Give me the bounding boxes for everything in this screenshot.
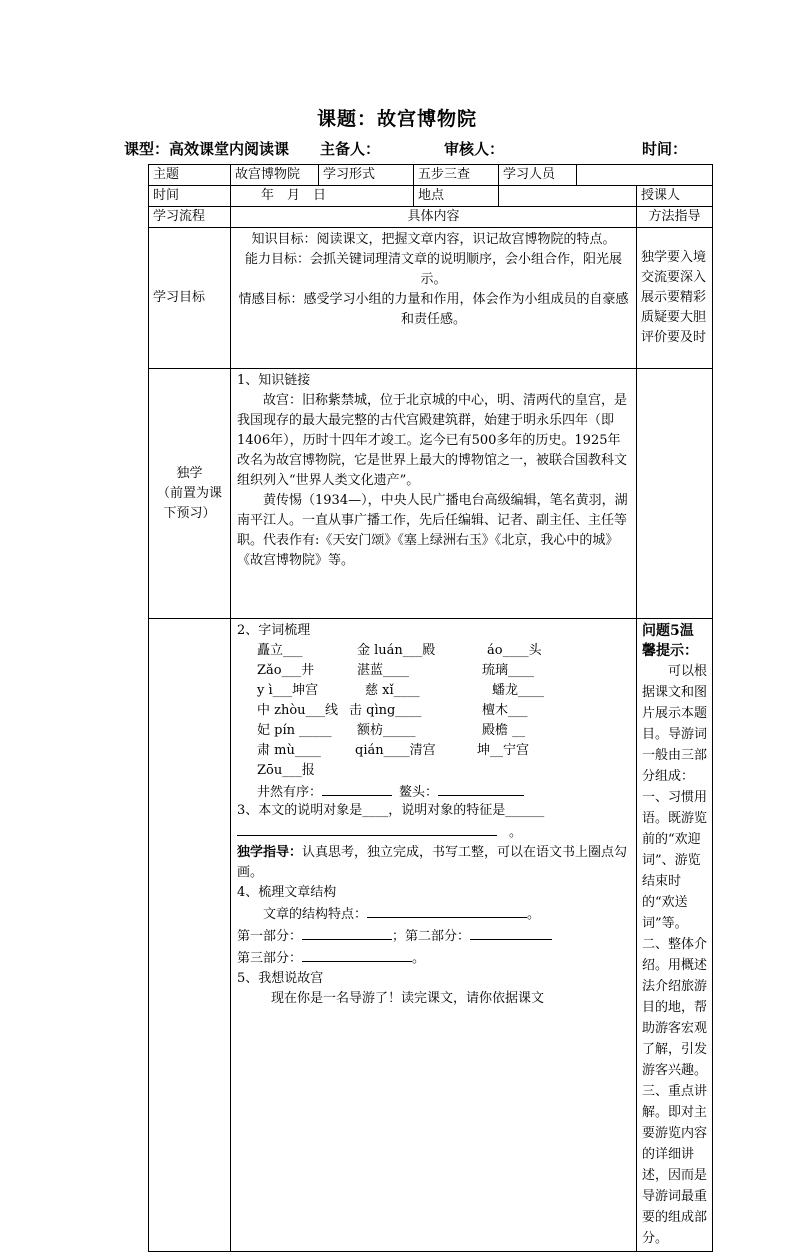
column-header-row (149, 207, 713, 228)
word-item: 殿檐 __ (482, 723, 526, 738)
method-item: 独学要入境 (641, 250, 707, 265)
word-row (237, 701, 630, 721)
words-title: 2、字词梳理 (237, 623, 311, 638)
tip-text: 可以根据课文和图片展示本题目。导游词一般由三部分组成：一、习惯用语。既游览前的“欢迎词”、游览结束时的“欢送词”等。二、整体介绍。用概述法介绍旅游目的地，帮助游客宏观了解，引发游客兴趣。三、重点讲解。即对主要游览内容的详细讲述，因而是导游词最重要的组成部分。 (642, 664, 708, 1246)
tip-cell (637, 619, 713, 1252)
practice-label (149, 619, 231, 1252)
word-item: 琉璃____ (482, 663, 535, 678)
part3-label: 第三部分： (237, 951, 303, 966)
time-label: 时间： (642, 140, 688, 158)
study-guide (237, 843, 630, 883)
self-study-row (149, 369, 713, 619)
answer-blank[interactable] (367, 903, 527, 918)
answer-blank[interactable] (470, 925, 552, 940)
goals-label: 学习目标 (149, 228, 231, 369)
parts-line (237, 925, 630, 947)
method-item: 交流要深入 (641, 270, 707, 285)
part1-label: 第一部分： (237, 929, 303, 944)
place-value (499, 186, 637, 207)
idiom-label: 鳌头： (399, 785, 439, 800)
guide-label: 独学指导： (237, 845, 303, 860)
info-row-2 (149, 186, 713, 207)
goals-row (149, 228, 713, 369)
goals-content (231, 228, 637, 369)
word-row (237, 721, 630, 741)
answer-blank[interactable] (302, 947, 412, 962)
process-header: 学习流程 (149, 207, 231, 228)
word-item: 额枋_____ (357, 723, 416, 738)
learners-label: 学习人员 (499, 165, 577, 186)
period: 。 (509, 825, 523, 840)
idiom-label: 井然有序： (257, 785, 323, 800)
word-item: 妃 pín _____ (257, 723, 332, 738)
answer-blank[interactable] (302, 925, 392, 940)
part2-label: ；第二部分： (392, 929, 471, 944)
word-item: 中 zhòu___线 (257, 703, 339, 718)
word-row (237, 761, 630, 781)
word-row (237, 781, 630, 801)
method-item: 展示要精彩 (641, 290, 707, 305)
place-label: 地点 (414, 186, 499, 207)
method-header: 方法指导 (637, 207, 713, 228)
question-3: 3、本文的说明对象是____，说明对象的特征是______ (237, 803, 545, 818)
word-item: 坤__宁宫 (477, 743, 530, 758)
word-item: 金 luán___殿 (357, 643, 436, 658)
self-study-title: 独学 (176, 465, 203, 481)
word-item: Zōu___报 (257, 763, 315, 778)
reviewer-label: 审核人： (444, 140, 505, 158)
question-4: 4、梳理文章结构 (237, 885, 337, 900)
form-value: 五步三查 (414, 165, 499, 186)
word-row (237, 741, 630, 761)
word-item: 蟠龙____ (492, 683, 545, 698)
learners-value (577, 165, 713, 186)
practice-row (149, 619, 713, 1252)
knowledge-link (231, 369, 637, 619)
emotion-goal: 情感目标：感受学习小组的力量和作用，体会作为小组成员的自豪感和责任感。 (238, 292, 629, 327)
lesson-table (148, 164, 713, 1252)
question-3-end (237, 821, 630, 843)
word-item: 矗立___ (257, 643, 303, 658)
form-label: 学习形式 (319, 165, 414, 186)
word-item: áo____头 (487, 643, 542, 658)
guide-text: 认真思考，独立完成，书写工整，可以在语文书上圈点勾画。 (237, 845, 628, 880)
ability-goal: 能力目标：会抓关键词理清文章的说明顺序，会小组合作，阳光展示。 (244, 252, 622, 287)
answer-blank[interactable] (322, 781, 392, 796)
word-item: qián____清宫 (355, 743, 436, 758)
word-row (237, 661, 630, 681)
word-item: 击 qìng____ (349, 703, 422, 718)
word-item: y ì___坤宫 (257, 683, 319, 698)
lesson-type: 课型：高效课堂内阅读课 (124, 140, 290, 158)
teacher-label: 授课人 (641, 188, 681, 203)
page-title: 课题：故宫博物院 (316, 108, 477, 130)
word-item: 湛蓝____ (357, 663, 410, 678)
practice-content (231, 619, 637, 1252)
topic-label: 主题 (149, 165, 231, 186)
self-study-note: （前置为课下预习） (156, 485, 222, 521)
tip-title: 问题5温馨提示： (642, 623, 698, 659)
word-item: 慈 xǐ____ (365, 683, 420, 698)
author-intro: 黄传惕（1934—），中央人民广播电台高级编辑，笔名黄羽，湖南平江人。一直从事广播工作，先后任编辑、记者、副主任、主任等职。代表作有:《天安门颂》《塞上绿洲右玉》《北京，我心中的城》《故宫博物院》等。 (237, 493, 628, 568)
question-5: 5、我想说故宫 (237, 971, 324, 986)
structure-label: 文章的结构特点： (263, 907, 368, 922)
word-row (237, 641, 630, 661)
word-item: 肃 mù____ (257, 743, 321, 758)
idiom-item (257, 781, 392, 803)
parts-line: 第三部分： 。 (237, 947, 630, 969)
time-row-label: 时间 (149, 186, 231, 207)
idiom-item (399, 781, 524, 803)
teacher-cell (637, 186, 713, 207)
method-item: 评价要及时 (641, 330, 707, 345)
knowledge-goal: 知识目标：阅读课文，把握文章内容，识记故宫博物院的特点。 (251, 232, 616, 247)
goals-methods (637, 228, 713, 369)
answer-blank[interactable] (237, 821, 497, 836)
date-text: 年 月 日 (231, 186, 414, 207)
question-5-text: 现在你是一名导游了！读完课文，请你依据课文 (271, 991, 545, 1006)
content-header: 具体内容 (231, 207, 637, 228)
self-study-method (637, 369, 713, 619)
answer-blank[interactable] (438, 781, 524, 796)
info-row-1 (149, 165, 713, 186)
topic-value: 故宫博物院 (231, 165, 319, 186)
method-item: 质疑要大胆 (641, 310, 707, 325)
gugong-intro: 故宫：旧称紫禁城，位于北京城的中心，明、清两代的皇宫，是我国现存的最大最完整的古代宫殿建筑群，始建于明永乐四年（即1406年），历时十四年才竣工。迄今已有500多年的历史。1925年改名为故宫博物院，它是世界上最大的博物馆之一，被联合国教科文组织列入“世界人类文化遗产”。 (237, 393, 628, 488)
word-item: 檀木___ (482, 703, 528, 718)
self-study-label (149, 369, 231, 619)
link-title: 1、知识链接 (237, 373, 311, 388)
structure-feature: 文章的结构特点： 。 (237, 903, 630, 925)
word-row (237, 681, 630, 701)
word-item: Zǎo___井 (257, 663, 315, 678)
preparer-label: 主备人： (320, 140, 381, 158)
